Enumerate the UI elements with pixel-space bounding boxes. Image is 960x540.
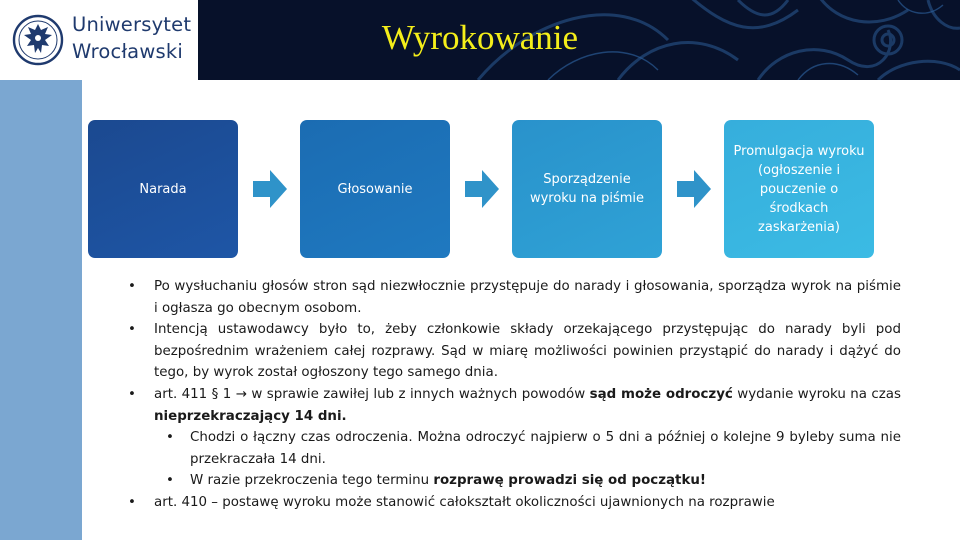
bullet-icon: • xyxy=(128,279,136,294)
process-step-sporzadzenie xyxy=(512,120,662,258)
process-step-label: Sporządzenie wyroku na piśmie xyxy=(529,172,645,206)
bullet-icon: • xyxy=(128,322,136,338)
left-accent-bar xyxy=(0,80,82,540)
bullet-text: Chodzi o łączny czas odroczenia. Można odroczyć najpierw o 5 dni a później o kolejne 9 byleby suma nie przekraczała 14 dni. xyxy=(190,430,901,467)
decorative-swirl-pattern xyxy=(198,0,960,80)
arrow-right-icon: → xyxy=(235,386,247,402)
process-step-label: Promulgacja wyroku (ogłoszenie i pouczenie o środkach zaskarżenia) xyxy=(733,143,865,235)
process-step-promulgacja xyxy=(724,120,874,258)
bold-text: sąd może odroczyć xyxy=(589,386,733,402)
process-step-label: Narada xyxy=(139,181,187,197)
eagle-emblem-icon xyxy=(12,12,64,68)
article-ref: art. 411 § 1 xyxy=(154,386,232,402)
header-band xyxy=(198,0,960,80)
bullet-text: w sprawie zawiłej lub z innych ważnych powodów xyxy=(246,386,590,402)
arrow-right-icon xyxy=(677,170,711,208)
bold-text: nieprzekraczający 14 dni. xyxy=(154,408,347,424)
bullet-text: Po wysłuchaniu głosów stron sąd niezwłocznie przystępuje do narady i głosowania, sporządza wyrok na piśmie i ogłasza go obecnym osobom. xyxy=(154,279,901,316)
bullet-icon: • xyxy=(128,494,136,510)
logo-text-line1: Uniwersytet xyxy=(72,13,192,36)
process-step-glosowanie xyxy=(300,120,450,258)
arrow-right-icon xyxy=(465,170,499,208)
arrow-right-icon xyxy=(253,170,287,208)
bullet-icon: • xyxy=(128,386,136,402)
bullet-item xyxy=(125,492,901,514)
logo-text-line2: Wrocławski xyxy=(72,40,183,63)
process-step-label: Głosowanie xyxy=(337,181,413,197)
bold-text: rozprawę prowadzi się od początku! xyxy=(433,473,706,489)
bullet-text: wydanie wyroku na czas xyxy=(732,386,901,402)
bullet-icon: • xyxy=(166,430,174,446)
sub-bullet-item xyxy=(125,470,901,492)
bullet-text: W razie przekroczenia tego terminu xyxy=(190,473,434,489)
bullet-icon: • xyxy=(166,473,174,489)
process-step-narada xyxy=(88,120,238,258)
bullet-item xyxy=(125,276,901,319)
bullet-text: art. 410 – postawę wyroku może stanowić całokształt okoliczności ujawnionych na rozprawie xyxy=(154,494,775,510)
university-logo xyxy=(0,0,198,80)
sub-bullet-item xyxy=(125,427,901,470)
slide-title: Wyrokowanie xyxy=(381,18,579,57)
bullet-list xyxy=(125,276,901,514)
bullet-item xyxy=(125,319,901,384)
bullet-item xyxy=(125,384,901,427)
bullet-text: Intencją ustawodawcy było to, żeby członkowie składy orzekającego przystępując do narady byli pod bezpośrednim wrażeniem całej rozprawy. Sąd w miarę możliwości powinien przystąpić do narady i dążyć do tego, by wyrok został ogłoszony tego samego dnia. xyxy=(154,322,901,381)
